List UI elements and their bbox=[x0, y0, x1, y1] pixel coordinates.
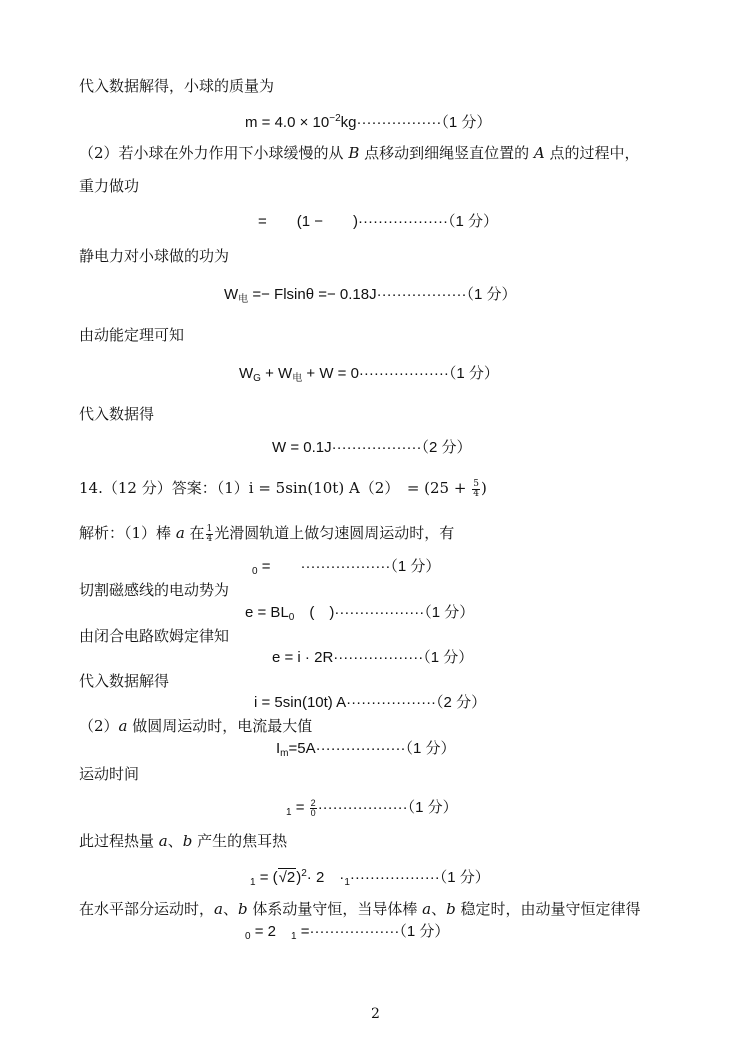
text: 解析：（1）棒 bbox=[79, 524, 176, 542]
text: （2） bbox=[79, 717, 119, 735]
equation-emf bbox=[245, 603, 474, 628]
equation-time bbox=[286, 798, 458, 823]
text: 在 bbox=[184, 524, 205, 542]
equation-energy-theorem bbox=[239, 364, 499, 389]
text: 代入数据解得 bbox=[79, 672, 170, 690]
equation-text: i = 5sin(10t) A bbox=[254, 694, 347, 711]
equation-text: W = 0.1J bbox=[272, 439, 332, 456]
equation-electric-work bbox=[224, 285, 517, 310]
text: 、 bbox=[167, 832, 183, 850]
subscript: 0 bbox=[245, 931, 251, 942]
equation-velocity bbox=[252, 557, 440, 582]
text-line bbox=[79, 580, 229, 600]
denominator: 0 bbox=[310, 807, 316, 818]
text: a bbox=[118, 717, 128, 735]
question-14-answer bbox=[79, 478, 487, 499]
equation-text: m = 4.0 × 10 bbox=[245, 114, 330, 131]
equation-text: = ( bbox=[255, 869, 278, 886]
text-line bbox=[79, 671, 169, 691]
equation-text: = 2 bbox=[250, 923, 291, 940]
equation-current bbox=[254, 693, 486, 713]
text-line bbox=[79, 176, 139, 196]
equation-mass bbox=[245, 109, 491, 133]
text: b bbox=[182, 832, 193, 850]
equation-gravity-work bbox=[258, 212, 498, 232]
subscript: 1 bbox=[286, 807, 292, 818]
equation-ohm bbox=[272, 648, 473, 668]
equation-work-result bbox=[272, 438, 472, 458]
equation-text: e = i · 2R bbox=[272, 649, 334, 666]
text: 静电力对小球做的功为 bbox=[79, 247, 230, 265]
text: 、 bbox=[222, 900, 238, 918]
text-line bbox=[79, 626, 229, 646]
equation-text: I bbox=[276, 740, 281, 757]
score-dots: ··················（1 分） bbox=[358, 365, 499, 382]
equation-text: + W = 0 bbox=[302, 365, 359, 382]
text: A bbox=[533, 144, 545, 162]
equation-text: + W bbox=[260, 365, 293, 382]
score-dots: ··················（2 分） bbox=[346, 694, 487, 711]
text: 切割磁感线的电动势为 bbox=[79, 581, 230, 599]
text: 点的过程中， bbox=[544, 144, 640, 162]
subscript: 0 bbox=[288, 612, 295, 623]
equation-text: · 2 · bbox=[306, 869, 345, 886]
text-line bbox=[79, 325, 184, 345]
score-dots: ··················（1 分） bbox=[315, 740, 456, 757]
score-dots: ··················（1 分） bbox=[334, 604, 475, 621]
text: 做圆周运动时，电流最大值 bbox=[127, 717, 313, 735]
score-dots: ··················（1 分） bbox=[333, 649, 474, 666]
equation-text: =5A bbox=[288, 740, 316, 757]
equation-text: ( ) bbox=[294, 604, 335, 621]
denominator: 4 bbox=[473, 488, 479, 499]
equation-text: = (1 − ) bbox=[258, 213, 359, 230]
text: 由动能定理可知 bbox=[79, 326, 185, 344]
text: 重力做功 bbox=[79, 177, 140, 195]
numerator: 1 bbox=[206, 523, 213, 534]
score-dots: ··················（1 分） bbox=[349, 869, 490, 886]
text-line bbox=[79, 716, 312, 736]
subscript: m bbox=[280, 748, 289, 759]
score-dots: ·················（1 分） bbox=[356, 114, 492, 131]
fraction bbox=[206, 525, 214, 544]
score-dots: ··················（1 分） bbox=[376, 286, 517, 303]
score-dots: ··················（1 分） bbox=[358, 213, 498, 230]
equation-text: = bbox=[296, 923, 310, 940]
numerator: 5 bbox=[473, 478, 479, 489]
score-dots: ··················（1 分） bbox=[300, 558, 441, 575]
text: 点移动到细绳竖直位置的 bbox=[359, 144, 534, 162]
superscript: −2 bbox=[329, 113, 341, 124]
text: b bbox=[446, 900, 456, 918]
text: （2）若小球在外力作用下小球缓慢的从 bbox=[79, 144, 349, 162]
text-line bbox=[79, 76, 274, 96]
text: 此过程热量 bbox=[79, 832, 159, 850]
sqrt: √2 bbox=[278, 869, 296, 886]
text: 在水平部分运动时， bbox=[79, 900, 215, 918]
equation-text: = bbox=[291, 799, 309, 816]
superscript: 2 bbox=[301, 868, 307, 879]
text: B bbox=[348, 144, 360, 162]
text: 、 bbox=[431, 900, 447, 918]
text: a bbox=[175, 524, 185, 542]
equation-text: = bbox=[257, 558, 301, 575]
subscript: G bbox=[253, 373, 261, 384]
equation-text: e = BL bbox=[245, 604, 289, 621]
equation-text: W bbox=[224, 286, 239, 303]
text: 产生的焦耳热 bbox=[192, 832, 288, 850]
score-dots: ··················（1 分） bbox=[309, 923, 450, 940]
text: 14.（12 分）答案：（1）i = 5sin(10t) A（2） = (25 + bbox=[79, 479, 472, 497]
fraction bbox=[310, 799, 317, 818]
equation-text: W bbox=[239, 365, 254, 382]
text-line bbox=[79, 831, 287, 851]
text-line bbox=[79, 246, 229, 266]
text-line bbox=[79, 404, 154, 424]
numerator: 2 bbox=[310, 797, 316, 808]
subscript: 1 bbox=[250, 877, 256, 888]
score-dots: ··················（1 分） bbox=[317, 799, 458, 816]
text-line bbox=[79, 764, 139, 784]
fraction bbox=[472, 480, 480, 499]
equation-text: ) bbox=[296, 869, 302, 886]
text: 光滑圆轨道上做匀速圆周运动时，有 bbox=[214, 524, 455, 542]
text-line bbox=[79, 143, 640, 163]
text: 稳定时，由动量守恒定律得 bbox=[455, 900, 641, 918]
text: a bbox=[422, 900, 432, 918]
subscript: 1 bbox=[344, 877, 350, 888]
equation-text: =− Flsinθ =− 0.18J bbox=[248, 286, 377, 303]
text: ) bbox=[480, 479, 487, 497]
text-line bbox=[79, 899, 641, 919]
equation-momentum bbox=[245, 922, 449, 947]
text: b bbox=[237, 900, 248, 918]
text: 运动时间 bbox=[79, 765, 140, 783]
denominator: 4 bbox=[206, 533, 213, 544]
subscript: 电 bbox=[292, 373, 303, 384]
text: 体系动量守恒，当导体棒 bbox=[247, 900, 423, 918]
subscript: 电 bbox=[238, 294, 249, 305]
score-dots: ··················（2 分） bbox=[331, 439, 472, 456]
text: 由闭合电路欧姆定律知 bbox=[79, 627, 230, 645]
text-line bbox=[79, 523, 454, 544]
subscript: 0 bbox=[252, 566, 258, 577]
text: 代入数据得 bbox=[79, 405, 155, 423]
text: a bbox=[158, 832, 168, 850]
page-number: 2 bbox=[371, 1006, 380, 1022]
subscript: 1 bbox=[291, 931, 297, 942]
equation-text: kg bbox=[340, 114, 357, 131]
text: a bbox=[214, 900, 223, 918]
equation-joule-heat bbox=[250, 864, 490, 893]
text: 代入数据解得，小球的质量为 bbox=[79, 77, 275, 95]
equation-max-current bbox=[276, 739, 456, 764]
